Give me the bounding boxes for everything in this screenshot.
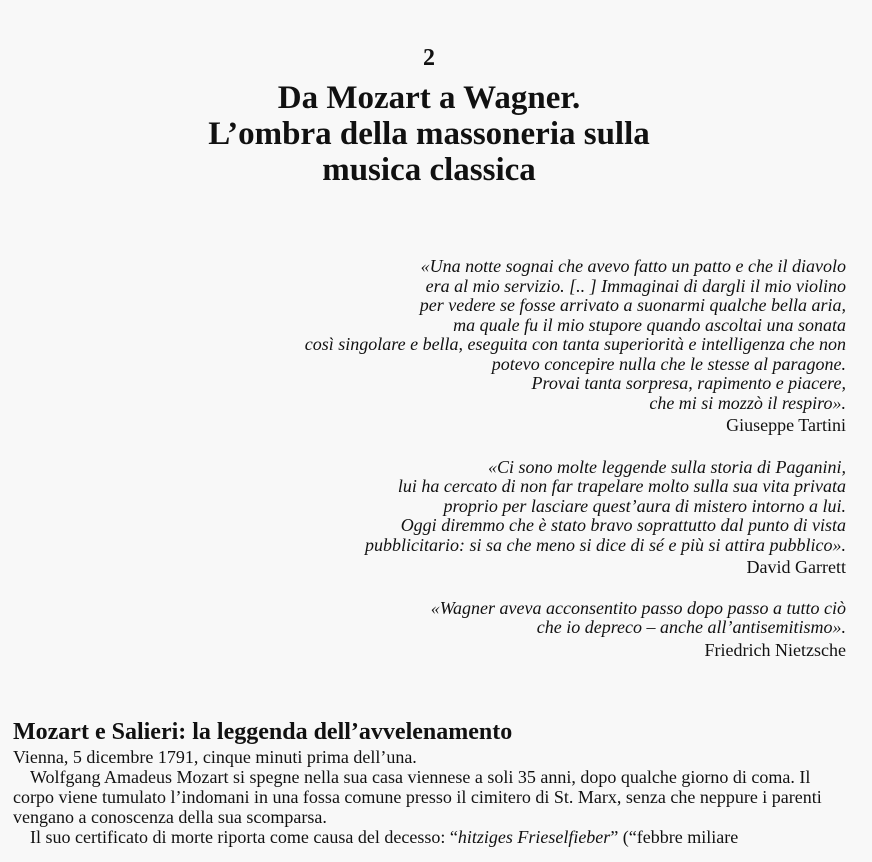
epigraph-line: Oggi diremmo che è stato bravo soprattutto dal punto di vista (400, 515, 846, 535)
epigraph-author: Friedrich Nietzsche (704, 639, 846, 660)
epigraph-author: David Garrett (746, 557, 846, 577)
epigraph-tartini (166, 257, 846, 436)
paragraph: Wolfgang Amadeus Mozart si spegne nella sua casa viennese a soli 35 anni, dopo qualche giorno di coma. Il corpo viene tumulato l’indomani in una fossa comune presso il cimitero di St. Marx, senza che neppure i parenti vengano a conoscenza della sua scomparsa. (13, 767, 822, 827)
epigraph-line: «Una notte sognai che avevo fatto un patto e che il diavolo (420, 256, 846, 276)
chapter-title (0, 80, 858, 188)
epigraph-line: lui ha cercato di non far trapelare molto sulla sua vita privata (397, 476, 846, 496)
epigraph-line: era al mio servizio. [.. ] Immaginai di dargli il mio violino (425, 275, 846, 296)
epigraph-line: «Wagner aveva acconsentito passo dopo passo a tutto ciò (430, 597, 846, 618)
paragraph: Vienna, 5 dicembre 1791, cinque minuti prima dell’una. (13, 747, 417, 767)
chapter-title-line: Da Mozart a Wagner. (277, 80, 581, 116)
epigraph-author: Giuseppe Tartini (726, 415, 846, 435)
epigraph-line: per vedere se fosse arrivato a suonarmi qualche bella aria, (419, 295, 846, 315)
body-text (13, 747, 843, 847)
paragraph-text: ” (“febbre miliare (610, 827, 739, 847)
paragraph-italic-text: hitziges Frieselfieber (457, 827, 611, 847)
epigraph-line: potevo concepire nulla che le stesse al paragone. (491, 353, 846, 374)
epigraph-line: che io depreco – anche all’antisemitismo». (536, 617, 846, 637)
chapter-title-line: L’ombra della massoneria sulla (208, 116, 650, 152)
section-title: Mozart e Salieri: la leggenda dell’avvelenamento (13, 719, 513, 745)
epigraph-line: pubblicitario: si sa che meno si dice di sé e più si attira pubblico». (365, 534, 846, 555)
epigraph-line: proprio per lasciare quest’aura di mistero intorno a lui. (443, 495, 846, 516)
epigraph-line: che mi si mozzò il respiro». (649, 392, 846, 413)
paragraph-text: Il suo certificato di morte riporta come causa del decesso: “ (30, 827, 458, 847)
epigraph-line: così singolare e bella, eseguita con tanta superiorità e intelligenza che non (304, 334, 846, 354)
epigraph-line: ma quale fu il mio stupore quando ascoltai una sonata (453, 314, 846, 335)
epigraphs (166, 257, 846, 660)
chapter-number: 2 (423, 45, 435, 71)
epigraph-nietzsche (166, 599, 846, 661)
epigraph-garrett (166, 458, 846, 578)
paragraph (13, 827, 843, 847)
chapter-title-line: musica classica (322, 152, 536, 188)
epigraph-line: Provai tanta sorpresa, rapimento e piacere, (531, 373, 846, 393)
epigraph-line: «Ci sono molte leggende sulla storia di Paganini, (488, 456, 846, 477)
